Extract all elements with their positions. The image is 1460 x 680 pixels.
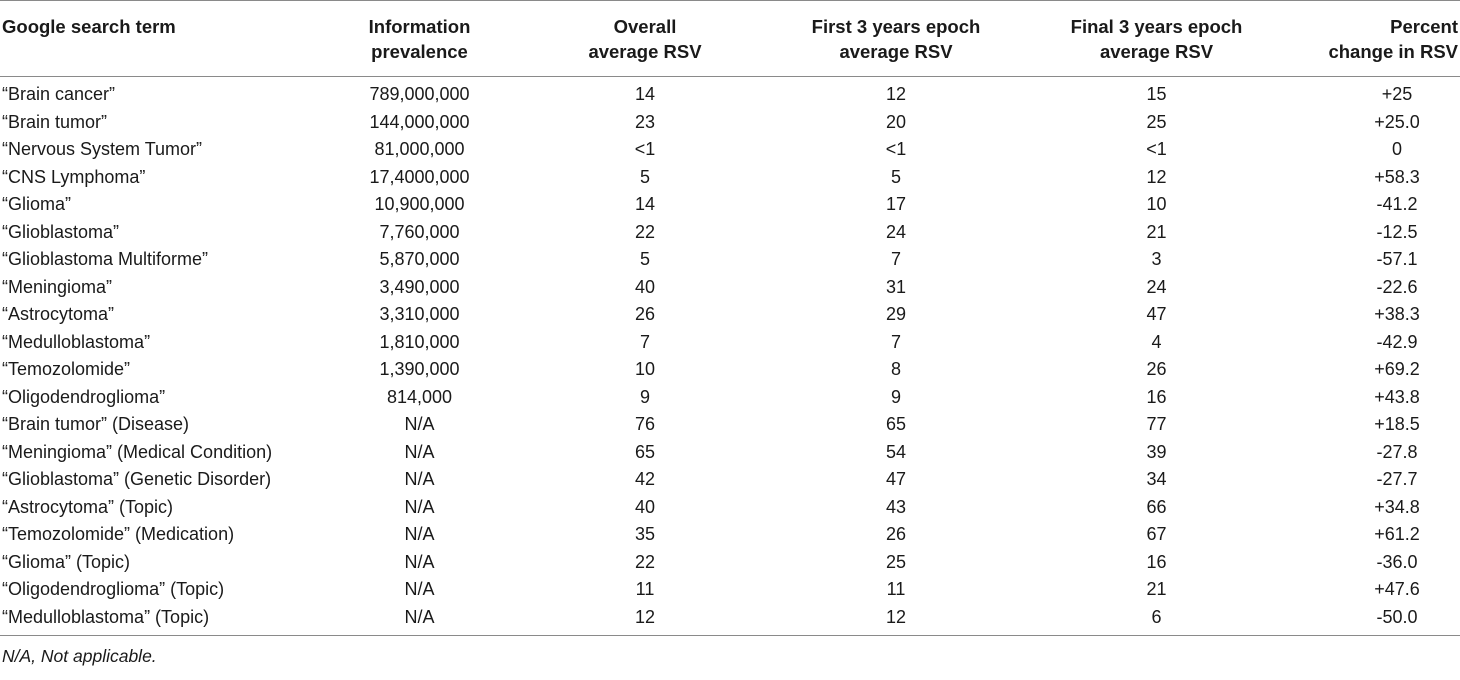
cell-prevalence: 814,000 [386, 386, 453, 407]
cell-prevalence: 1,810,000 [379, 331, 460, 352]
cell-overall-rsv: 10 [634, 359, 656, 379]
cell-term: “Glioma” (Topic) [2, 551, 131, 572]
table-row [0, 604, 1460, 636]
table-header [0, 1, 1460, 77]
cell-first-epoch-rsv: 7 [890, 331, 901, 352]
cell-final-epoch-rsv: 77 [1146, 414, 1167, 434]
cell-final-epoch-rsv: 21 [1146, 221, 1167, 242]
cell-final-epoch-rsv: 15 [1146, 84, 1167, 104]
cell-first-epoch-rsv: 25 [885, 551, 907, 572]
cell-final-epoch-rsv: 6 [1151, 606, 1162, 627]
cell-final-epoch-rsv: <1 [1146, 139, 1167, 159]
cell-percent-change: -27.7 [1376, 469, 1418, 489]
table-body [0, 77, 1460, 636]
cell-overall-rsv: 5 [639, 249, 650, 269]
cell-first-epoch-rsv: 5 [890, 166, 901, 187]
cell-term: “Temozolomide” [2, 359, 131, 379]
table-row [0, 576, 1460, 604]
cell-percent-change: +61.2 [1374, 524, 1420, 544]
cell-first-epoch-rsv: 8 [890, 359, 901, 379]
cell-final-epoch-rsv: 12 [1146, 166, 1167, 187]
table-row [0, 274, 1460, 302]
cell-percent-change: -57.1 [1376, 249, 1418, 269]
cell-overall-rsv: 40 [634, 276, 656, 297]
cell-overall-rsv: 14 [634, 194, 656, 214]
cell-prevalence: 789,000,000 [369, 84, 470, 104]
cell-prevalence: 144,000,000 [369, 111, 470, 132]
cell-final-epoch-rsv: 3 [1151, 249, 1162, 269]
cell-final-epoch-rsv: 4 [1151, 331, 1162, 352]
cell-term: “Meningioma” (Medical Condition) [2, 441, 273, 462]
table-row [0, 191, 1460, 219]
cell-first-epoch-rsv: 54 [885, 441, 907, 462]
cell-term: “Meningioma” [2, 276, 113, 297]
table-row [0, 136, 1460, 164]
cell-percent-change: -22.6 [1376, 276, 1418, 297]
cell-term: “Glioma” [2, 194, 72, 214]
cell-overall-rsv: 9 [639, 386, 650, 407]
table-row [0, 356, 1460, 384]
cell-percent-change: +47.6 [1374, 579, 1420, 599]
cell-overall-rsv: 22 [634, 551, 656, 572]
cell-overall-rsv: 23 [634, 111, 656, 132]
cell-final-epoch-rsv: 10 [1146, 194, 1167, 214]
cell-first-epoch-rsv: 17 [885, 194, 907, 214]
cell-percent-change: -42.9 [1376, 331, 1418, 352]
cell-first-epoch-rsv: 20 [885, 111, 907, 132]
cell-term: “Medulloblastoma” (Topic) [2, 606, 210, 627]
cell-percent-change: +58.3 [1374, 166, 1420, 187]
cell-first-epoch-rsv: 24 [885, 221, 907, 242]
cell-percent-change: +34.8 [1374, 496, 1420, 517]
table-row [0, 246, 1460, 274]
table-row [0, 219, 1460, 247]
cell-percent-change: -36.0 [1376, 551, 1418, 572]
table-row [0, 549, 1460, 577]
table-footnote: N/A, Not applicable. [2, 646, 157, 666]
cell-term: “Oligodendroglioma” [2, 386, 166, 407]
cell-prevalence: 17,4000,000 [369, 166, 470, 187]
cell-prevalence: 81,000,000 [374, 139, 465, 159]
cell-prevalence: 3,310,000 [379, 304, 460, 324]
cell-prevalence: N/A [404, 441, 435, 462]
cell-first-epoch-rsv: 12 [885, 84, 907, 104]
table-row [0, 329, 1460, 357]
cell-percent-change: -12.5 [1376, 221, 1418, 242]
cell-final-epoch-rsv: 47 [1146, 304, 1167, 324]
table-row [0, 439, 1460, 467]
cell-prevalence: 10,900,000 [374, 194, 465, 214]
cell-first-epoch-rsv: <1 [885, 139, 907, 159]
cell-term: “Brain tumor” (Disease) [2, 414, 190, 434]
cell-percent-change: 0 [1391, 139, 1402, 159]
cell-overall-rsv: 35 [634, 524, 656, 544]
cell-prevalence: 3,490,000 [379, 276, 460, 297]
cell-percent-change: +38.3 [1374, 304, 1420, 324]
cell-first-epoch-rsv: 43 [885, 496, 907, 517]
table-row [0, 109, 1460, 137]
cell-overall-rsv: 22 [634, 221, 656, 242]
cell-overall-rsv: 14 [634, 84, 656, 104]
cell-final-epoch-rsv: 21 [1146, 579, 1167, 599]
cell-percent-change: -50.0 [1376, 606, 1418, 627]
cell-percent-change: +18.5 [1374, 414, 1420, 434]
cell-overall-rsv: 42 [634, 469, 656, 489]
cell-prevalence: 1,390,000 [379, 359, 460, 379]
table-row [0, 466, 1460, 494]
cell-overall-rsv: 7 [639, 331, 650, 352]
cell-first-epoch-rsv: 12 [885, 606, 907, 627]
cell-first-epoch-rsv: 7 [890, 249, 901, 269]
cell-percent-change: +25.0 [1374, 111, 1420, 132]
header-row [0, 1, 1460, 77]
cell-term: “Glioblastoma” [2, 221, 120, 242]
header-prevalence: Information prevalence [368, 16, 471, 62]
table-row [0, 164, 1460, 192]
cell-overall-rsv: 12 [634, 606, 656, 627]
cell-term: “Temozolomide” (Medication) [2, 524, 235, 544]
cell-overall-rsv: <1 [634, 139, 656, 159]
header-final-epoch-rsv: Final 3 years epoch average RSV [1070, 16, 1243, 62]
cell-first-epoch-rsv: 11 [886, 579, 906, 599]
cell-percent-change: -27.8 [1376, 441, 1418, 462]
cell-percent-change: +25 [1381, 84, 1413, 104]
cell-final-epoch-rsv: 24 [1146, 276, 1167, 297]
table-row [0, 384, 1460, 412]
cell-prevalence: 7,760,000 [379, 221, 460, 242]
cell-term: “CNS Lymphoma” [2, 166, 146, 187]
cell-prevalence: N/A [404, 414, 435, 434]
cell-prevalence: N/A [404, 524, 435, 544]
cell-term: “Nervous System Tumor” [2, 139, 203, 159]
cell-first-epoch-rsv: 47 [885, 469, 907, 489]
cell-term: “Brain tumor” [2, 111, 108, 132]
table-row [0, 521, 1460, 549]
cell-percent-change: +43.8 [1374, 386, 1420, 407]
table-row [0, 494, 1460, 522]
cell-final-epoch-rsv: 26 [1146, 359, 1167, 379]
cell-first-epoch-rsv: 31 [885, 276, 907, 297]
cell-first-epoch-rsv: 26 [885, 524, 907, 544]
header-first-epoch-rsv: First 3 years epoch average RSV [811, 16, 981, 62]
cell-overall-rsv: 40 [634, 496, 656, 517]
cell-overall-rsv: 5 [639, 166, 650, 187]
cell-prevalence: N/A [404, 606, 435, 627]
cell-overall-rsv: 76 [634, 414, 656, 434]
cell-overall-rsv: 11 [635, 579, 655, 599]
cell-first-epoch-rsv: 29 [885, 304, 907, 324]
cell-prevalence: N/A [404, 496, 435, 517]
cell-percent-change: +69.2 [1374, 359, 1420, 379]
cell-prevalence: N/A [404, 551, 435, 572]
cell-final-epoch-rsv: 66 [1146, 496, 1167, 517]
cell-term: “Medulloblastoma” [2, 331, 151, 352]
cell-final-epoch-rsv: 34 [1146, 469, 1167, 489]
cell-overall-rsv: 26 [634, 304, 656, 324]
cell-final-epoch-rsv: 39 [1146, 441, 1167, 462]
cell-term: “Astrocytoma” (Topic) [2, 496, 174, 517]
cell-term: “Glioblastoma” (Genetic Disorder) [2, 469, 272, 489]
cell-term: “Oligodendroglioma” (Topic) [2, 579, 225, 599]
cell-final-epoch-rsv: 25 [1146, 111, 1167, 132]
header-overall-rsv: Overall average RSV [588, 16, 702, 62]
table-row [0, 77, 1460, 109]
table-row [0, 411, 1460, 439]
cell-prevalence: N/A [404, 469, 435, 489]
cell-term: “Astrocytoma” [2, 304, 115, 324]
cell-prevalence: N/A [404, 579, 435, 599]
table-row [0, 301, 1460, 329]
cell-prevalence: 5,870,000 [379, 249, 460, 269]
cell-first-epoch-rsv: 65 [885, 414, 907, 434]
cell-final-epoch-rsv: 67 [1146, 524, 1167, 544]
cell-term: “Glioblastoma Multiforme” [2, 249, 209, 269]
cell-first-epoch-rsv: 9 [890, 386, 901, 407]
cell-final-epoch-rsv: 16 [1146, 551, 1167, 572]
cell-percent-change: -41.2 [1376, 194, 1418, 214]
cell-final-epoch-rsv: 16 [1146, 386, 1167, 407]
header-percent-change: Percent change in RSV [1328, 16, 1458, 62]
header-term: Google search term [2, 16, 176, 37]
cell-term: “Brain cancer” [2, 84, 116, 104]
cell-overall-rsv: 65 [634, 441, 656, 462]
